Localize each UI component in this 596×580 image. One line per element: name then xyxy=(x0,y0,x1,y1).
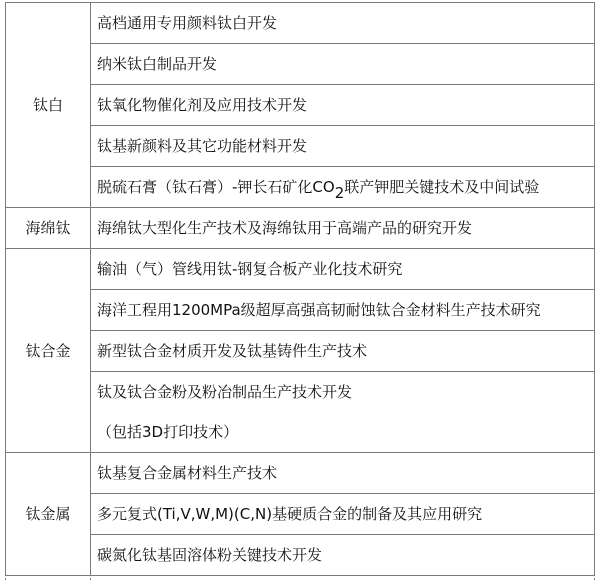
table-row xyxy=(6,290,595,331)
item-cell: 高档通用专用颜料钛白开发 xyxy=(91,3,595,44)
item-cell: 新型钛合金材质开发及钛基铸件生产技术 xyxy=(91,331,595,372)
table-row xyxy=(6,535,595,576)
item-cell: 纳米钛白制品开发 xyxy=(91,44,595,85)
item-cell xyxy=(91,167,595,208)
table-row xyxy=(6,331,595,372)
table-row xyxy=(6,453,595,494)
subscript-text: 2 xyxy=(334,184,345,202)
item-cell: 钛及钛合金粉及粉冶制品生产技术开发 xyxy=(91,372,595,413)
table-row xyxy=(6,412,595,453)
table-row xyxy=(6,208,595,249)
item-text: 脱硫石膏（钛石膏）-钾长石矿化CO xyxy=(97,178,335,196)
item-cell: 碳氮化钛基固溶体粉关键技术开发 xyxy=(91,535,595,576)
category-cell: 海绵钛 xyxy=(6,208,91,249)
item-cell: 钛基新颜料及其它功能材料开发 xyxy=(91,126,595,167)
table-row xyxy=(6,85,595,126)
tech-table xyxy=(5,2,595,576)
item-cell: （包括3D打印技术） xyxy=(91,412,595,453)
table-row xyxy=(6,167,595,208)
table-row xyxy=(6,249,595,290)
table-row xyxy=(6,126,595,167)
category-cell: 钛合金 xyxy=(6,249,91,453)
item-cell: 输油（气）管线用钛-钢复合板产业化技术研究 xyxy=(91,249,595,290)
item-cell: 钛基复合金属材料生产技术 xyxy=(91,453,595,494)
item-text: 联产钾肥关键技术及中间试验 xyxy=(344,178,540,196)
item-cell: 钛氧化物催化剂及应用技术开发 xyxy=(91,85,595,126)
item-cell: 海洋工程用1200MPa级超厚高强高韧耐蚀钛合金材料生产技术研究 xyxy=(91,290,595,331)
item-cell: 海绵钛大型化生产技术及海绵钛用于高端产品的研究开发 xyxy=(91,208,595,249)
table-row xyxy=(6,494,595,535)
table-row xyxy=(6,3,595,44)
category-cell: 钛金属 xyxy=(6,453,91,576)
table-row xyxy=(6,44,595,85)
item-cell: 多元复式(Ti,V,W,M)(C,N)基硬质合金的制备及其应用研究 xyxy=(91,494,595,535)
category-cell: 钛白 xyxy=(6,3,91,208)
table-row xyxy=(6,372,595,413)
